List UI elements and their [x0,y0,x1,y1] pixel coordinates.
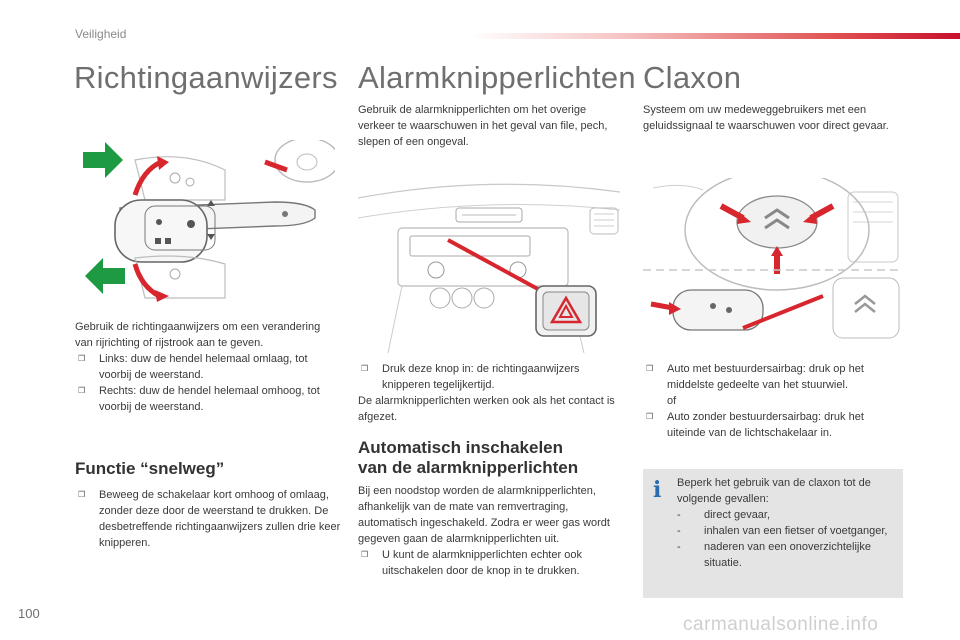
arrow-right-icon [83,142,123,178]
arrow-left-icon [85,258,125,294]
col1-snelweg-bullet: ❒ Beweeg de schakelaar kort omhoog of omlaag, zonder deze door de weerstand te drukken. De desbetreffende richtingaanwijzers zullen drie keer knipperen. [75,487,361,551]
turn-signal-illustration [75,140,335,310]
col2-bullet-press: ❒ Druk deze knop in: de richtingaanwijzers knipperen tegelijkertijd. [358,361,620,393]
watermark: carmanualsonline.info [683,614,879,635]
subhead-automatisch-line1: Automatisch inschakelen [358,438,564,457]
col2-auto-text: Bij een noodstop worden de alarmknipperlichten, afhankelijk van de mate van remvertraging, automatisch ingeschakeld. Zodra er weer gas wordt gegeven gaan de alarmknipperlichten uit. [358,485,610,545]
col3-or: of [667,395,677,407]
section-label: Veiligheid [75,27,127,41]
page-number: 100 [18,606,40,621]
title-claxon: Claxon [643,60,742,95]
col1-intro: Gebruik de richtingaanwijzers om een verandering van rijrichting of rijstrook aan te geven. [75,321,321,349]
info-box [643,469,903,598]
col2-note: De alarmknipperlichten werken ook als het contact is afgezet. [358,395,615,423]
info-item-3: - naderen van een onoverzichtelijke situatie. [677,541,871,569]
info-item-2-text: inhalen van een fietser of voetganger, [704,525,888,537]
col3-bullet-no-airbag: ❒ Auto zonder bestuurdersairbag: druk het uiteinde van de lichtschakelaar in. [643,409,905,441]
col3-bullet-airbag: ❒ Auto met bestuurdersairbag: druk op het middelste gedeelte van het stuurwiel. [643,361,905,393]
col1-bullet-right: ❒ Rechts: duw de hendel helemaal omhoog, tot voorbij de weerstand. [75,383,337,415]
col2-auto-bullet: ❒ U kunt de alarmknipperlichten echter ook uitschakelen door de knop in te drukken. [358,547,620,579]
info-item-2: - inhalen van een fietser of voetganger, [677,525,888,537]
header-rule [470,33,960,39]
info-item-3-text: naderen van een onoverzichtelijke situatie. [704,541,871,569]
col3-intro: Systeem om uw medeweggebruikers met een geluidssignaal te waarschuwen voor direct gevaar. [643,104,889,132]
info-intro: Beperk het gebruik van de claxon tot de volgende gevallen: [677,477,871,505]
subhead-automatisch-line2: van de alarmknipperlichten [358,458,579,477]
title-richtingaanwijzers: Richtingaanwijzers [74,60,338,95]
col1-bullet-left: ❒ Links: duw de hendel helemaal omlaag, tot voorbij de weerstand. [75,351,337,383]
subhead-snelweg: Functie “snelweg” [75,459,225,478]
horn-illustration [643,178,903,353]
title-alarmknipperlichten: Alarmknipperlichten [358,60,636,95]
hazard-button-illustration [358,178,620,353]
col2-intro: Gebruik de alarmknipperlichten om het overige verkeer te waarschuwen in het geval van file, pech, slepen of een ongeval. [358,104,608,148]
info-item-1-text: direct gevaar, [704,509,771,521]
subhead-automatisch [358,438,620,478]
info-icon: i [653,477,662,503]
info-item-1: - direct gevaar, [677,509,771,521]
